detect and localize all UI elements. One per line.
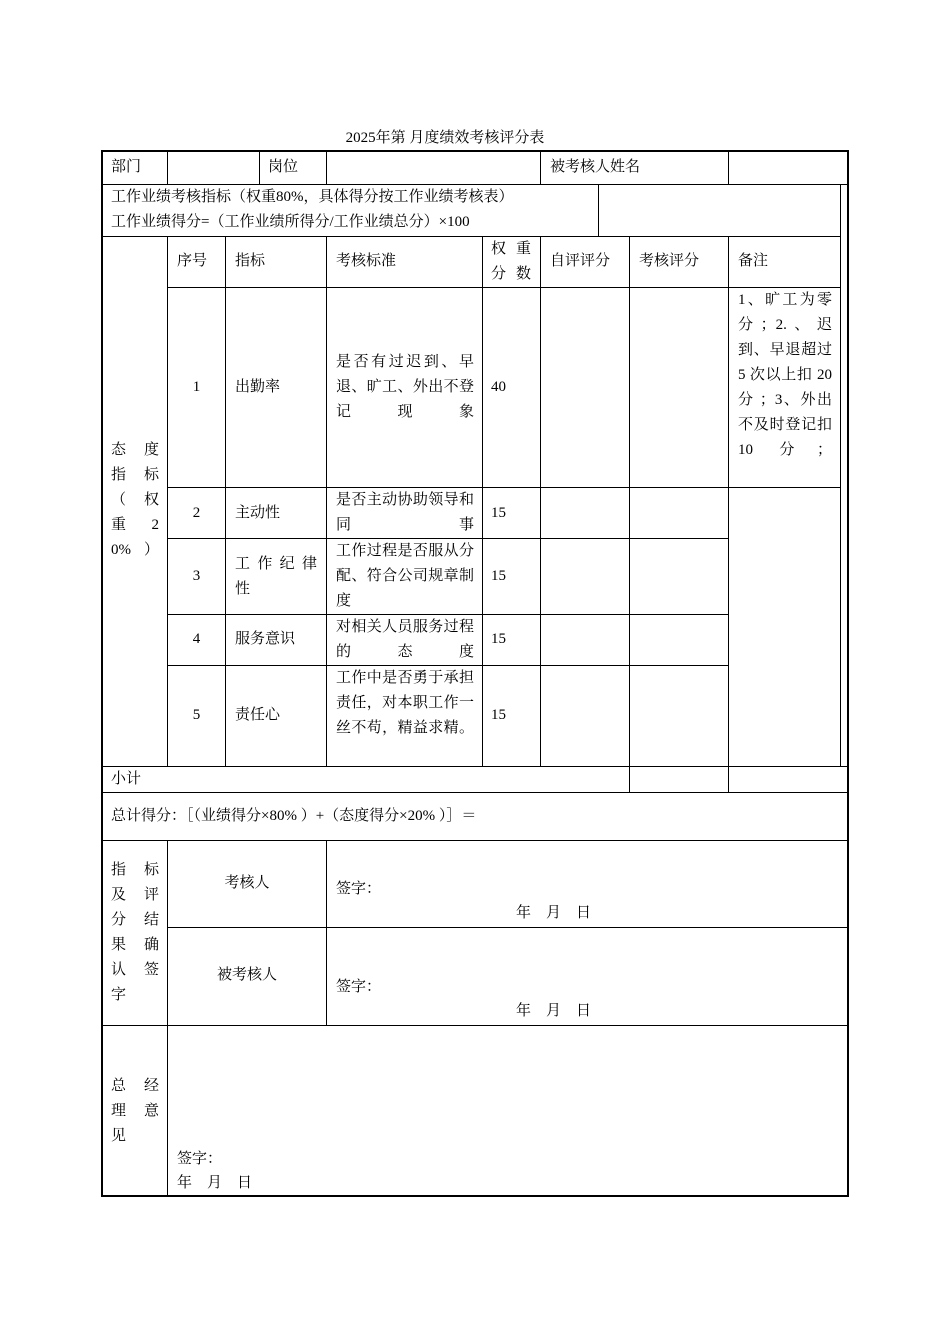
- row-4-review-score[interactable]: [630, 615, 728, 665]
- row-4-self-score[interactable]: [541, 615, 629, 665]
- row-5-no: 5: [192, 707, 201, 723]
- row-1-self-score[interactable]: [541, 288, 629, 487]
- dept-label: 部门: [111, 159, 142, 175]
- gm-sign-label: 签字：: [177, 1151, 223, 1167]
- gm-side-label: 总 经理 意见: [111, 1078, 159, 1144]
- row-5-weight: 15: [491, 707, 506, 723]
- col-line: [259, 150, 260, 184]
- post-value-cell[interactable]: [327, 151, 540, 184]
- row-2-standard: 是否主动协助领导和同事: [336, 492, 474, 533]
- form-title: 2025年第 月度绩效考核评分表: [345, 130, 545, 146]
- col-header-remark: 备注: [738, 253, 769, 269]
- row-line: [101, 792, 849, 793]
- row-5-review-score[interactable]: [630, 666, 728, 766]
- reviewee-signature-area[interactable]: [327, 928, 847, 1025]
- subtotal-review-cell[interactable]: [630, 767, 728, 792]
- col-header-self: 自评评分: [550, 253, 611, 269]
- post-label: 岗位: [268, 159, 299, 175]
- row-5-self-score[interactable]: [541, 666, 629, 766]
- performance-score-formula: 工作业绩得分=（工作业绩所得分/工作业绩总分）×100: [111, 214, 470, 230]
- col-header-indicator: 指标: [235, 253, 266, 269]
- row-line: [101, 236, 841, 237]
- row-2-self-score[interactable]: [541, 488, 629, 538]
- reviewee-sign-label: 签字：: [336, 979, 382, 995]
- row-1-indicator: 出勤率: [235, 379, 281, 395]
- row-3-weight: 15: [491, 568, 506, 584]
- confirm-side-label: 指 标及 评分 结果 确认 签字: [111, 862, 159, 1003]
- reviewer-signature-area[interactable]: [327, 841, 847, 927]
- subtotal-label: 小计: [111, 771, 142, 787]
- row-3-no: 3: [192, 568, 201, 584]
- total-score-formula: 总计得分：［（业绩得分×80% ）+（态度得分×20% ）］＝: [111, 808, 477, 824]
- reviewer-date-label: 年 月 日: [516, 905, 592, 921]
- col-line: [840, 184, 841, 766]
- dept-value-cell[interactable]: [168, 151, 259, 184]
- col-header-review: 考核评分: [639, 253, 700, 269]
- row-3-indicator: 工 作 纪 律 性: [235, 556, 317, 597]
- reviewer-label: 考核人: [224, 875, 270, 891]
- row-2-weight: 15: [491, 505, 506, 521]
- row-5-indicator: 责任心: [235, 707, 281, 723]
- col-header-weight: 权 重分数: [491, 241, 531, 282]
- row-3-standard: 工作过程是否服从分配、符合公司规章制度: [336, 543, 474, 609]
- row-line: [168, 487, 840, 488]
- col-line: [326, 236, 327, 766]
- row-1-standard: 是否有过迟到、早退、旷工、外出不登记现象: [336, 354, 474, 420]
- row-1-no: 1: [192, 379, 201, 395]
- row-4-no: 4: [192, 631, 201, 647]
- row-2-review-score[interactable]: [630, 488, 728, 538]
- row-3-review-score[interactable]: [630, 539, 728, 614]
- col-line: [225, 236, 226, 766]
- gm-date-label: 年 月 日: [177, 1175, 253, 1191]
- subtotal-remark-cell[interactable]: [729, 767, 847, 792]
- row-1-weight: 40: [491, 379, 506, 395]
- attitude-side-label: 态 度指 标（ 权重 20%）: [111, 442, 159, 558]
- reviewee-label: 被考核人: [216, 967, 277, 983]
- row-3-self-score[interactable]: [541, 539, 629, 614]
- name-label: 被考核人姓名: [550, 159, 641, 175]
- reviewer-sign-label: 签字：: [336, 881, 382, 897]
- row-1-review-score[interactable]: [630, 288, 728, 487]
- performance-indicator-text: 工作业绩考核指标（权重80%，具体得分按工作业绩考核表）: [111, 189, 514, 205]
- row-4-standard: 对相关人员服务过程的态度: [336, 619, 474, 660]
- row-4-weight: 15: [491, 631, 506, 647]
- gm-opinion-area[interactable]: [168, 1026, 847, 1146]
- performance-score-cell[interactable]: [599, 185, 847, 236]
- row-2-no: 2: [192, 505, 201, 521]
- remark-text: 1、旷工为零分；2.、迟到、早退超过 5 次以上扣 20 分 ；3、外出不及时登记扣 10 分；: [738, 292, 832, 458]
- row-5-standard: 工作中是否勇于承担责任，对本职工作一丝不苟，精益求精。: [336, 670, 474, 736]
- name-value-cell[interactable]: [729, 151, 847, 184]
- col-line: [540, 150, 541, 184]
- col-line: [728, 236, 729, 792]
- col-line: [482, 236, 483, 766]
- row-4-indicator: 服务意识: [235, 631, 296, 647]
- row-2-indicator: 主动性: [235, 505, 281, 521]
- col-header-no: 序号: [177, 253, 208, 269]
- reviewee-date-label: 年 月 日: [516, 1003, 592, 1019]
- col-header-standard: 考核标准: [336, 253, 397, 269]
